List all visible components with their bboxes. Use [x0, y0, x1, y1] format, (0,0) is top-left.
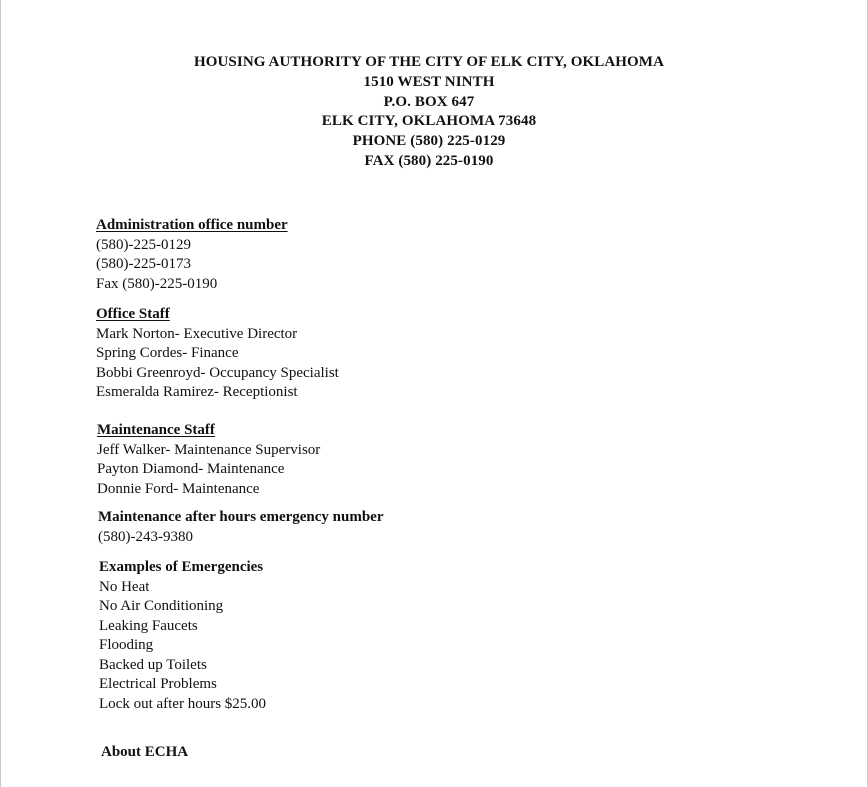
- office-staff-item: Esmeralda Ramirez- Receptionist: [96, 384, 298, 400]
- maintenance-staff-item: Donnie Ford- Maintenance: [97, 480, 260, 497]
- after-hours-section: [98, 508, 384, 547]
- emergency-item: No Heat: [99, 578, 150, 595]
- letterhead-org-name: HOUSING AUTHORITY OF THE CITY OF ELK CITY, OKLAHOMA: [193, 54, 665, 70]
- emergency-item: Flooding: [99, 637, 154, 653]
- emergency-item: Backed up Toilets: [99, 656, 207, 673]
- emergency-item: Leaking Faucets: [99, 617, 198, 634]
- about-heading: About ECHA: [101, 744, 189, 760]
- emergencies-heading: Examples of Emergencies: [99, 559, 264, 575]
- after-hours-heading: Maintenance after hours emergency number: [98, 509, 384, 525]
- letterhead-street: 1510 WEST NINTH: [363, 73, 495, 90]
- emergencies-section: [99, 558, 266, 714]
- maintenance-staff-heading: Maintenance Staff: [97, 422, 215, 438]
- admin-office-section: [96, 216, 288, 294]
- admin-fax: Fax (580)-225-0190: [96, 275, 218, 292]
- admin-phone-1: (580)-225-0129: [96, 236, 191, 253]
- about-section: [101, 743, 188, 763]
- emergency-item: Electrical Problems: [99, 676, 217, 692]
- office-staff-item: Bobbi Greenroyd- Occupancy Specialist: [96, 364, 339, 381]
- emergency-item: Lock out after hours $25.00: [99, 695, 267, 712]
- office-staff-section: [96, 305, 339, 403]
- letterhead-phone: PHONE (580) 225-0129: [352, 133, 506, 150]
- letterhead-city-state-zip: ELK CITY, OKLAHOMA 73648: [321, 113, 537, 130]
- letterhead-po-box: P.O. BOX 647: [383, 93, 475, 110]
- maintenance-staff-item: Payton Diamond- Maintenance: [97, 461, 285, 477]
- emergency-item: No Air Conditioning: [99, 598, 224, 614]
- office-staff-heading: Office Staff: [96, 306, 170, 322]
- office-staff-item: Spring Cordes- Finance: [96, 345, 239, 361]
- admin-office-heading: Administration office number: [96, 217, 288, 233]
- admin-phone-2: (580)-225-0173: [96, 256, 191, 272]
- office-staff-item: Mark Norton- Executive Director: [96, 325, 298, 342]
- after-hours-phone: (580)-243-9380: [98, 528, 193, 545]
- maintenance-staff-item: Jeff Walker- Maintenance Supervisor: [97, 441, 321, 458]
- letterhead: [1, 53, 857, 172]
- maintenance-staff-section: [97, 421, 320, 499]
- letterhead-fax: FAX (580) 225-0190: [364, 152, 494, 169]
